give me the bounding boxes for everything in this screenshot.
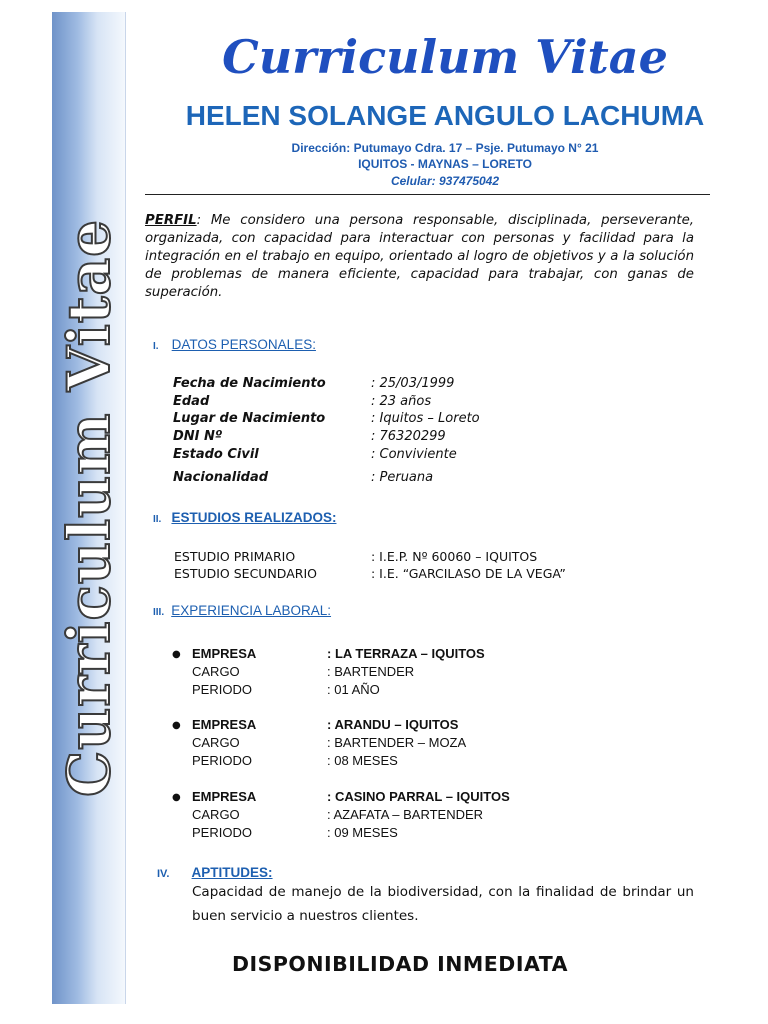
experience-company: : LA TERRAZA – IQUITOS: [327, 646, 485, 661]
experience-role: : BARTENDER – MOZA: [327, 735, 467, 750]
experience-period-label: PERIODO: [192, 753, 252, 768]
section-title: ESTUDIOS REALIZADOS:: [171, 510, 337, 525]
contact-phone: Celular: 937475042: [390, 174, 500, 188]
section-experience-heading: [153, 600, 331, 619]
personal-data-value: : 23 años: [371, 394, 432, 409]
experience-company: : CASINO PARRAL – IQUITOS: [327, 789, 510, 804]
experience-company-label: EMPRESA: [192, 646, 257, 661]
experience-company-label: EMPRESA: [192, 717, 257, 732]
section-number: I.: [153, 341, 159, 352]
education-label: ESTUDIO PRIMARIO: [174, 549, 296, 564]
personal-data-label: DNI Nº: [173, 429, 223, 444]
sidebar-title: Curriculum Vitae: [54, 218, 123, 798]
bullet-icon: ●: [172, 649, 181, 660]
section-number: III.: [153, 607, 165, 618]
contact-address: Dirección: Putumayo Cdra. 17 – Psje. Putumayo N° 21: [291, 141, 599, 155]
personal-data-value: : Peruana: [371, 470, 434, 485]
experience-period-label: PERIODO: [192, 682, 252, 697]
personal-data-value: : 25/03/1999: [371, 376, 455, 391]
personal-data-label: Nacionalidad: [173, 470, 269, 485]
header-divider: [145, 194, 710, 195]
personal-data-value: : Conviviente: [371, 447, 457, 462]
experience-role-label: CARGO: [192, 664, 240, 679]
profile-paragraph: [145, 212, 694, 302]
education-label: ESTUDIO SECUNDARIO: [174, 566, 317, 581]
experience-role: : AZAFATA – BARTENDER: [327, 807, 484, 822]
education-value: : I.E. “GARCILASO DE LA VEGA”: [371, 566, 566, 581]
experience-company: : ARANDU – IQUITOS: [327, 717, 459, 732]
education-value: : I.E.P. Nº 60060 – IQUITOS: [371, 549, 538, 564]
contact-city: IQUITOS - MAYNAS – LORETO: [358, 157, 532, 171]
full-name: HELEN SOLANGE ANGULO LACHUMA: [185, 100, 705, 131]
personal-data-value: : Iquitos – Loreto: [371, 411, 480, 426]
cv-title: Curriculum Vitae: [222, 30, 668, 84]
section-title: APTITUDES:: [191, 865, 273, 880]
aptitudes-text: Capacidad de manejo de la biodiversidad, con la finalidad de brindar un buen servicio a nuestros clientes.: [192, 884, 694, 924]
personal-data-label: Lugar de Nacimiento: [173, 411, 326, 426]
section-personal-heading: [153, 334, 316, 353]
experience-company-label: EMPRESA: [192, 789, 257, 804]
section-number: IV.: [157, 868, 170, 880]
experience-role-label: CARGO: [192, 807, 240, 822]
sidebar-banner: [52, 12, 126, 1004]
experience-period: : 08 MESES: [327, 753, 398, 768]
availability-banner: DISPONIBILIDAD INMEDIATA: [232, 952, 568, 976]
profile-text: : Me considero una persona responsable, disciplinada, perseverante, organizada, con capacidad para interactuar con personas y facilidad para la integración en el trabajo en equipo, orientado al logro de objetivos y a la solución de problemas de manera eficiente, capacidad para trabajar, con ganas de superación.: [145, 213, 694, 300]
section-number: II.: [153, 514, 162, 525]
experience-period: : 01 AÑO: [327, 682, 380, 697]
section-aptitudes-heading: [157, 862, 273, 881]
profile-label: PERFIL: [145, 213, 197, 228]
personal-data-label: Edad: [173, 394, 210, 409]
section-title: DATOS PERSONALES:: [171, 337, 316, 352]
bullet-icon: ●: [172, 720, 181, 731]
personal-data-label: Estado Civil: [173, 447, 259, 462]
experience-role-label: CARGO: [192, 735, 240, 750]
personal-data-value: : 76320299: [371, 429, 446, 444]
bullet-icon: ●: [172, 792, 181, 803]
personal-data-label: Fecha de Nacimiento: [173, 376, 326, 391]
experience-period: : 09 MESES: [327, 825, 398, 840]
section-education-heading: [153, 507, 336, 526]
section-title: EXPERIENCIA LABORAL:: [171, 603, 332, 618]
experience-role: : BARTENDER: [327, 664, 415, 679]
experience-period-label: PERIODO: [192, 825, 252, 840]
